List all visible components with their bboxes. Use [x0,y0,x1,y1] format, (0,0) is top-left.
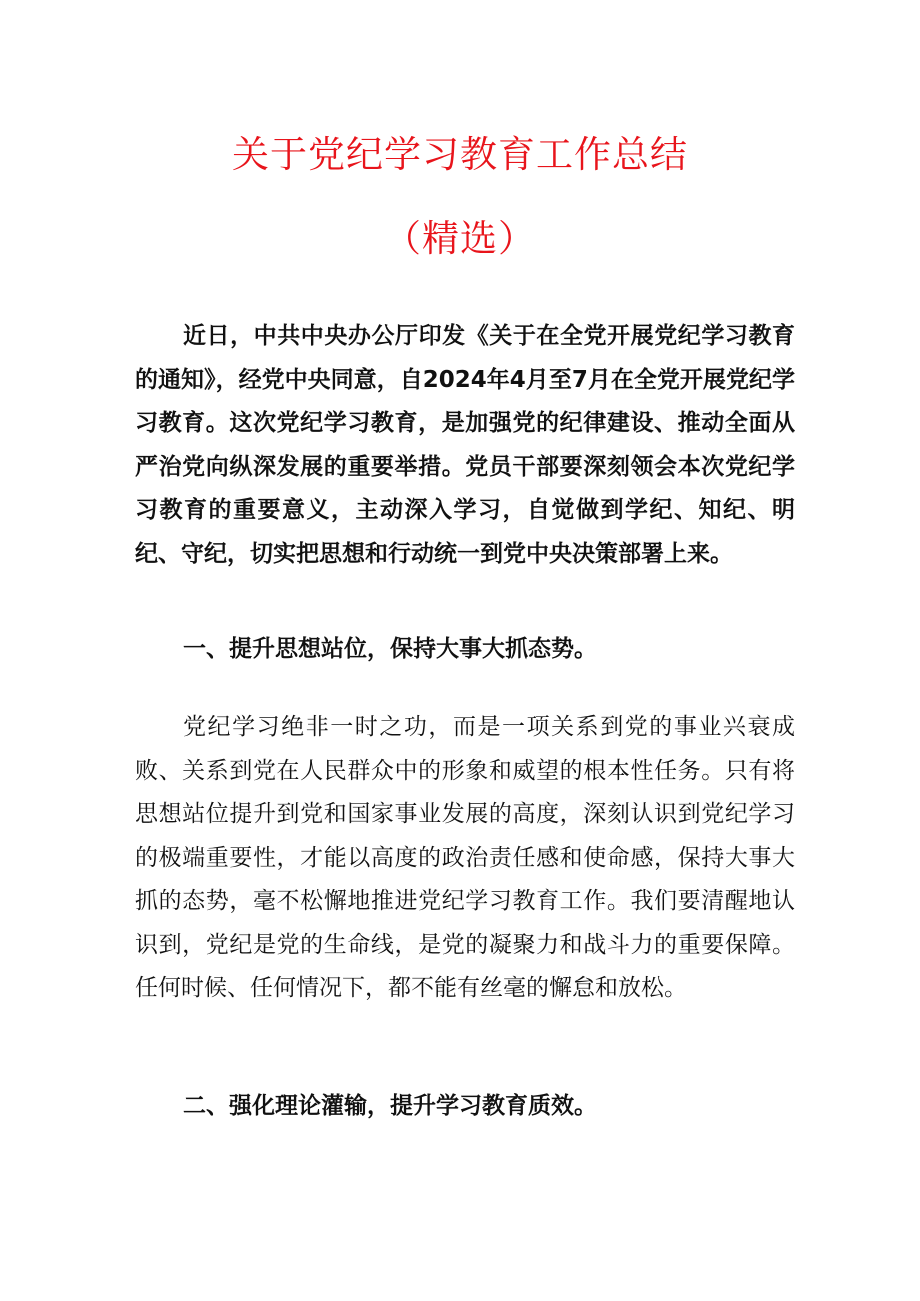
section-one-body: 党纪学习绝非一时之功，而是一项关系到党的事业兴衰成败、关系到党在人民群众中的形象和威望的根本性任务。只有将思想站位提升到党和国家事业发展的高度，深刻认识到党纪学习的极端重要性，才能以高度的政治责任感和使命感，保持大事大抓的态势，毫不松懈地推进党纪学习教育工作。我们要清醒地认识到，党纪是党的生命线，是党的凝聚力和战斗力的重要保障。任何时候、任何情况下，都不能有丝毫的懈怠和放松。 [135,714,795,1001]
section-one-heading: 一、提升思想站位，保持大事大抓态势。 [183,636,597,662]
document-title: 关于党纪学习教育工作总结 [232,133,688,176]
intro-paragraph: 近日，中共中央办公厅印发《关于在全党开展党纪学习教育的通知》，经党中央同意，自2024年4月至7月在全党开展党纪学习教育。这次党纪学习教育，是加强党的纪律建设、推动全面从严治党向纵深发展的重要举措。党员干部要深刻领会本次党纪学习教育的重要意义，主动深入学习，自觉做到学纪、知纪、明纪、守纪，切实把思想和行动统一到党中央决策部署上来。 [135,323,795,567]
section-two-heading: 二、强化理论灌输，提升学习教育质效。 [183,1093,597,1119]
document-subtitle: （精选） [384,217,536,260]
